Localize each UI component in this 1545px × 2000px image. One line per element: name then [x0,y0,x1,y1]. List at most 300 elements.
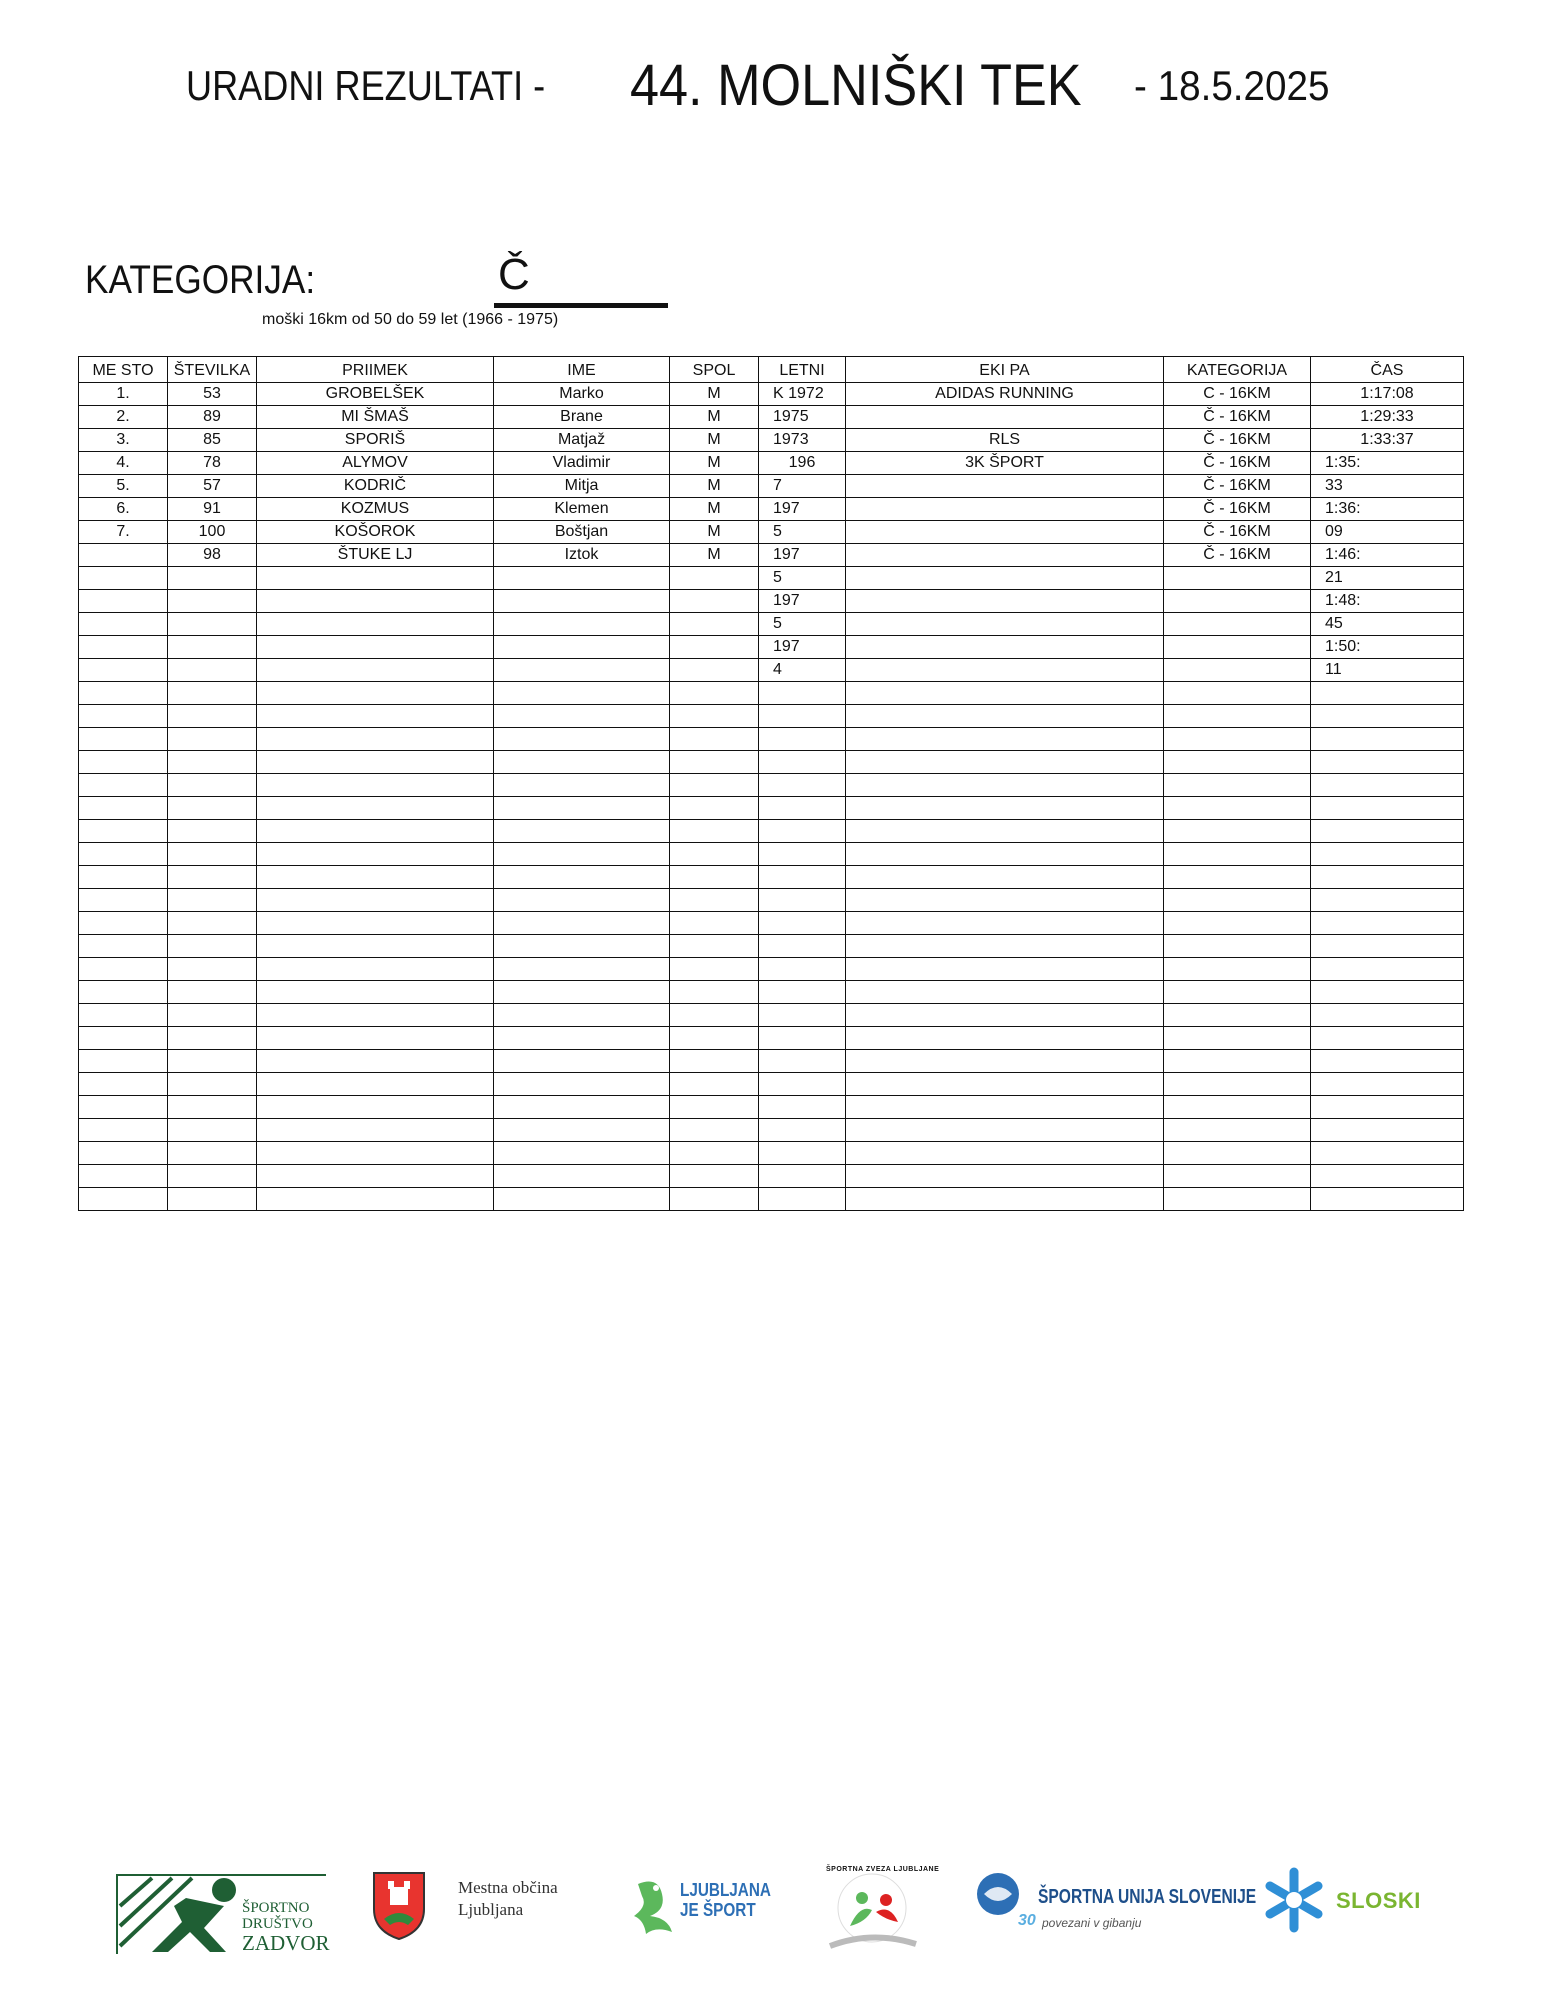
ljjs-text-1: LJUBLJANA [680,1880,771,1900]
table-cell [759,774,846,797]
table-cell [257,774,494,797]
table-cell: 09 [1311,521,1464,544]
header-ekipa: EKI PA [846,357,1164,383]
table-cell [670,1073,759,1096]
table-cell: 4 [759,659,846,682]
empty-table-row [79,705,1464,728]
table-cell [257,820,494,843]
table-cell [257,1050,494,1073]
table-cell: 89 [168,406,257,429]
table-cell [1311,981,1464,1004]
table-cell [1164,1027,1311,1050]
table-cell [79,659,168,682]
table-cell: RLS [846,429,1164,452]
table-cell [759,820,846,843]
header-priimek: PRIIMEK [257,357,494,383]
table-cell [846,1096,1164,1119]
table-cell [79,751,168,774]
table-cell: Brane [494,406,670,429]
table-cell [79,1027,168,1050]
table-cell [1311,958,1464,981]
empty-table-row [79,1188,1464,1211]
table-cell [759,682,846,705]
table-cell [1164,1096,1311,1119]
table-cell [1311,820,1464,843]
table-cell [79,958,168,981]
table-cell: M [670,521,759,544]
table-cell [759,728,846,751]
table-cell [79,1004,168,1027]
table-cell [670,843,759,866]
table-cell [1311,751,1464,774]
table-cell [79,1096,168,1119]
table-cell: 197 [759,636,846,659]
mol-text-1: Mestna občina [458,1878,558,1897]
table-cell [494,774,670,797]
table-cell [257,659,494,682]
table-cell [1164,705,1311,728]
table-cell [79,1119,168,1142]
table-cell: 1:46: [1311,544,1464,567]
table-cell [168,958,257,981]
empty-table-row [79,1073,1464,1096]
table-cell: M [670,498,759,521]
sportna-zveza-ljubljane-logo [820,1864,940,1956]
table-cell [670,659,759,682]
table-cell [79,820,168,843]
table-cell [846,1119,1164,1142]
table-cell [494,843,670,866]
table-header-row [79,357,1464,383]
table-cell [494,958,670,981]
ljubljana-coat-of-arms-icon [370,1869,428,1941]
table-cell [846,521,1164,544]
table-cell [494,1165,670,1188]
table-cell: M [670,452,759,475]
table-cell [1164,958,1311,981]
table-cell: 1:17:08 [1311,383,1464,406]
table-cell [494,728,670,751]
table-cell: Č - 16KM [1164,544,1311,567]
table-cell [1164,1142,1311,1165]
table-cell [79,1050,168,1073]
table-cell [670,1142,759,1165]
table-cell [79,1073,168,1096]
table-cell [846,912,1164,935]
table-cell: Mitja [494,475,670,498]
sportna-unija-slovenije-logo [976,1872,1257,1942]
empty-table-row [79,1165,1464,1188]
table-cell [759,958,846,981]
table-cell [670,774,759,797]
table-cell [759,935,846,958]
table-cell: Marko [494,383,670,406]
table-cell [759,1165,846,1188]
table-cell: Č - 16KM [1164,452,1311,475]
table-cell: Č - 16KM [1164,406,1311,429]
table-cell [79,705,168,728]
category-underline [494,303,668,308]
table-cell [846,843,1164,866]
table-cell [670,751,759,774]
sus-tagline: povezani v gibanju [1042,1916,1142,1930]
table-cell [79,774,168,797]
table-cell [168,866,257,889]
zadvor-logo [116,1866,330,1956]
table-row [79,659,1464,682]
zadvor-text-1: ŠPORTNO [242,1900,310,1916]
table-cell [670,567,759,590]
table-cell [670,1119,759,1142]
table-cell: 98 [168,544,257,567]
table-cell [846,475,1164,498]
table-cell [168,912,257,935]
ljjs-text-2: JE ŠPORT [680,1900,756,1920]
table-cell [846,659,1164,682]
table-cell: KODRIČ [257,475,494,498]
table-cell [257,1142,494,1165]
table-cell [168,1027,257,1050]
table-cell [670,1165,759,1188]
table-cell: 1:33:37 [1311,429,1464,452]
table-cell [846,1073,1164,1096]
table-cell [257,981,494,1004]
table-cell [168,820,257,843]
table-cell [1164,935,1311,958]
table-cell [846,682,1164,705]
table-cell: 5 [759,567,846,590]
szl-text: ŠPORTNA ZVEZA LJUBLJANE [826,1866,940,1873]
table-cell: 5 [759,521,846,544]
table-cell [168,567,257,590]
table-cell [79,935,168,958]
table-cell [257,1027,494,1050]
table-cell [846,1050,1164,1073]
table-cell [846,958,1164,981]
table-cell [1164,1188,1311,1211]
empty-table-row [79,751,1464,774]
table-cell [670,820,759,843]
category-description: moški 16km od 50 do 59 let (1966 - 1975) [262,311,559,328]
table-cell [670,636,759,659]
table-cell: 1. [79,383,168,406]
table-cell [1311,1027,1464,1050]
table-cell [257,1073,494,1096]
table-cell [494,590,670,613]
header-stevilka: ŠTEVILKA [168,357,257,383]
empty-table-row [79,912,1464,935]
header-spol: SPOL [670,357,759,383]
table-row [79,406,1464,429]
table-cell [1311,1188,1464,1211]
table-cell [670,728,759,751]
table-cell [759,705,846,728]
table-cell: 5. [79,475,168,498]
table-cell [79,567,168,590]
header-ime: IME [494,357,670,383]
table-cell: M [670,406,759,429]
empty-table-row [79,889,1464,912]
table-cell [670,1050,759,1073]
table-cell [846,1004,1164,1027]
event-date: - 18.5.2025 [1134,62,1330,109]
table-cell [670,958,759,981]
table-cell: 197 [759,498,846,521]
table-cell [1311,682,1464,705]
table-cell: ALYMOV [257,452,494,475]
table-cell [670,1096,759,1119]
table-cell: M [670,383,759,406]
empty-table-row [79,1004,1464,1027]
table-cell [257,912,494,935]
event-title: 44. MOLNIŠKI TEK [630,53,1082,118]
table-cell [257,728,494,751]
table-cell [257,705,494,728]
results-body [79,383,1464,1211]
table-cell [846,889,1164,912]
table-cell [494,1004,670,1027]
table-cell [257,889,494,912]
mol-text-2: Ljubljana [458,1900,524,1919]
table-cell [79,843,168,866]
table-cell: C - 16KM [1164,383,1311,406]
table-cell [846,705,1164,728]
table-cell [168,613,257,636]
table-cell [1164,820,1311,843]
table-cell [494,613,670,636]
table-row [79,567,1464,590]
table-row [79,590,1464,613]
ljubljana-je-sport-logo [628,1876,778,1946]
table-cell [79,797,168,820]
table-cell: 57 [168,475,257,498]
table-cell [168,590,257,613]
title-line [0,52,1545,122]
table-cell [257,866,494,889]
table-cell [168,728,257,751]
table-cell: Iztok [494,544,670,567]
table-cell [759,797,846,820]
table-cell [1311,1119,1464,1142]
table-cell: 3. [79,429,168,452]
sus-30: 30 [1018,1912,1036,1929]
table-cell [1311,1165,1464,1188]
table-cell [846,406,1164,429]
table-cell: GROBELŠEK [257,383,494,406]
table-cell [168,682,257,705]
table-cell [494,751,670,774]
table-cell [494,1050,670,1073]
table-cell: 1:50: [1311,636,1464,659]
empty-table-row [79,1142,1464,1165]
table-cell [846,1142,1164,1165]
table-cell [759,1142,846,1165]
table-cell [1164,889,1311,912]
table-cell [670,1027,759,1050]
table-cell [846,498,1164,521]
sus-text: ŠPORTNA UNIJA SLOVENIJE [1038,1886,1257,1908]
table-cell: M [670,429,759,452]
table-cell [494,820,670,843]
table-row [79,498,1464,521]
table-cell [846,797,1164,820]
table-cell [494,1096,670,1119]
table-cell [79,1188,168,1211]
table-cell [168,1142,257,1165]
table-cell [670,912,759,935]
table-cell [1311,774,1464,797]
table-cell [759,1188,846,1211]
table-cell [1311,1004,1464,1027]
table-cell [1311,889,1464,912]
table-cell: Boštjan [494,521,670,544]
table-cell: 1:36: [1311,498,1464,521]
table-cell [79,544,168,567]
table-cell [257,1096,494,1119]
table-cell [168,1096,257,1119]
table-cell [494,1188,670,1211]
table-cell [79,981,168,1004]
table-cell: 7. [79,521,168,544]
empty-table-row [79,958,1464,981]
table-cell [846,613,1164,636]
table-cell [257,590,494,613]
table-cell [1164,1165,1311,1188]
table-cell [257,1188,494,1211]
empty-table-row [79,1096,1464,1119]
table-cell [168,1188,257,1211]
results-table [78,356,1464,1211]
szl-emblem-icon [820,1864,940,1956]
table-row [79,383,1464,406]
table-cell [257,1004,494,1027]
table-cell [1164,1050,1311,1073]
table-cell [257,1165,494,1188]
table-cell [79,728,168,751]
empty-table-row [79,935,1464,958]
table-cell [494,981,670,1004]
table-cell [1164,797,1311,820]
table-row [79,429,1464,452]
table-cell [759,1096,846,1119]
mol-logo [370,1869,600,1949]
table-cell [494,567,670,590]
table-cell: ŠTUKE LJ [257,544,494,567]
table-cell [846,636,1164,659]
table-cell [79,889,168,912]
table-cell [494,659,670,682]
table-cell [846,774,1164,797]
empty-table-row [79,981,1464,1004]
table-cell [759,912,846,935]
dragon-icon [628,1876,682,1938]
table-cell: 85 [168,429,257,452]
table-cell [168,774,257,797]
empty-table-row [79,820,1464,843]
table-cell [1311,912,1464,935]
table-cell [1164,636,1311,659]
table-cell [257,797,494,820]
table-cell [1311,935,1464,958]
sloski-logo [1260,1866,1430,1936]
table-cell [1164,1119,1311,1142]
table-cell: K 1972 [759,383,846,406]
table-cell [759,1050,846,1073]
table-cell: ADIDAS RUNNING [846,383,1164,406]
table-cell: M [670,544,759,567]
table-cell [846,1188,1164,1211]
table-cell [257,613,494,636]
empty-table-row [79,1027,1464,1050]
table-cell [846,1027,1164,1050]
table-cell [1164,1004,1311,1027]
table-cell: 2. [79,406,168,429]
table-cell [494,1119,670,1142]
table-cell: 196 [759,452,846,475]
table-cell [846,728,1164,751]
table-cell [494,889,670,912]
table-cell [670,590,759,613]
zadvor-text-3: ZADVOR [242,1931,330,1955]
table-cell [168,889,257,912]
table-cell [494,1073,670,1096]
table-cell [168,636,257,659]
table-cell: 7 [759,475,846,498]
table-cell: 6. [79,498,168,521]
table-cell [1164,590,1311,613]
table-cell: 1973 [759,429,846,452]
empty-table-row [79,682,1464,705]
table-cell: 1:35: [1311,452,1464,475]
table-cell: Č - 16KM [1164,429,1311,452]
table-cell [759,1073,846,1096]
table-cell [846,590,1164,613]
empty-table-row [79,866,1464,889]
table-cell: KOŠOROK [257,521,494,544]
empty-table-row [79,728,1464,751]
table-cell: MI ŠMAŠ [257,406,494,429]
table-cell [257,751,494,774]
table-cell [1164,682,1311,705]
table-cell [1311,728,1464,751]
table-cell [494,935,670,958]
table-cell [759,866,846,889]
table-cell [1311,797,1464,820]
table-cell [670,889,759,912]
table-cell [670,682,759,705]
header-letnik: LETNI [759,357,846,383]
snowflake-icon [1260,1866,1328,1934]
table-cell [168,1050,257,1073]
sloski-text: SLOSKI [1336,1888,1421,1913]
table-cell [257,935,494,958]
table-cell [670,705,759,728]
table-cell [670,613,759,636]
table-cell [257,567,494,590]
title-prefix: URADNI REZULTATI - [186,62,546,109]
table-cell [670,981,759,1004]
sus-emblem-icon [976,1872,1020,1916]
table-cell: Klemen [494,498,670,521]
table-cell [759,843,846,866]
table-cell [168,797,257,820]
table-cell: 11 [1311,659,1464,682]
table-cell: 78 [168,452,257,475]
header-mesto: ME STO [79,357,168,383]
zadvor-text-2: DRUŠTVO [242,1916,313,1932]
table-cell [759,981,846,1004]
table-cell [846,544,1164,567]
